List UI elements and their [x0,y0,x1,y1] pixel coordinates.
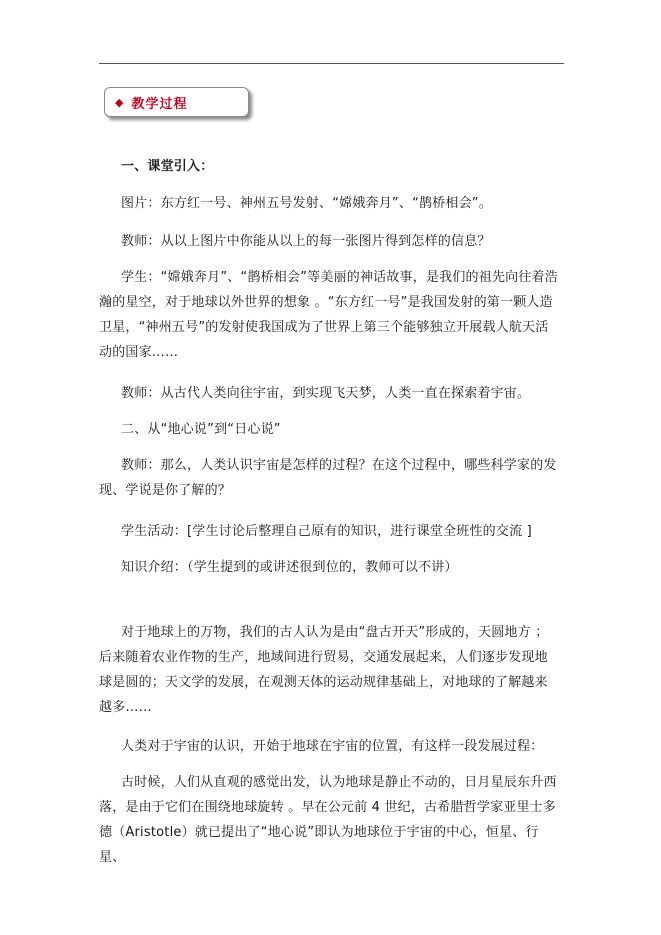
section-title: 教学过程 [131,96,188,112]
paragraph-student-answer: 学生：“嫦娥奔月”、“鹊桥相会”等美丽的神话故事，是我们的祖先向往着浩瀚的星空，对于地球以外世界的想象 。“东方红一号”是我国发射的第一颗人造卫星，“神州五号”的发射使我国成为了世界上第三个能够独立开展载人航天活动的国家…… [99,270,558,360]
paragraph-teacher-question: 教师：从以上图片中你能从以上的每一张图片得到怎样的信息？ [121,234,491,249]
paragraph-ancient-views: 对于地球上的万物，我们的古人认为是由“盘古开天”形成的，天圆地方 ；后来随着农业作物的生产，地域间进行贸易，交通发展起来，人们逐步发现地球是圆的；天文学的发展，在观测天体的运动规律基础上，对地球的了解越来越多…… [99,625,549,715]
paragraph-cosmos-understanding: 人类对于宇宙的认识，开始于地球在宇宙的位置，有这样一段发展过程： [121,739,544,754]
paragraph-knowledge-intro: 知识介绍：（学生提到的或讲述很到位的，教师可以不讲） [121,560,458,575]
heading-geocentric-heliocentric: 二、从“地心说”到“日心说” [121,422,281,437]
paragraph-teacher-summary: 教师：从古代人类向往宇宙，到实现飞天梦，人类一直在探索着宇宙。 [121,386,531,401]
header-rule [99,63,564,64]
heading-class-intro: 一、课堂引入： [121,159,214,174]
diamond-bullet-icon: ◆ [115,95,124,109]
paragraph-geocentric-theory: 古时候，人们从直观的感觉出发，认为地球是静止不动的，日月星辰东升西落，是由于它们在围绕地球旋转 。早在公元前 4 世纪，古希腊哲学家亚里士多德（Aristotle）就已提出了“地心说”即认为地球位于宇宙的中心，恒星、行星、 [99,775,557,865]
paragraph-teacher-question-2: 教师：那么，人类认识宇宙是怎样的过程？在这个过程中，哪些科学家的发现、学说是你了解的？ [99,458,557,498]
paragraph-pictures: 图片：东方红一号、神州五号发射、“嫦娥奔月”、“鹊桥相会”。 [121,196,492,211]
paragraph-student-activity: 学生活动：[学生讨论后整理自己原有的知识，进行课堂全班性的交流 ] [121,524,532,539]
section-title-box [104,87,249,117]
